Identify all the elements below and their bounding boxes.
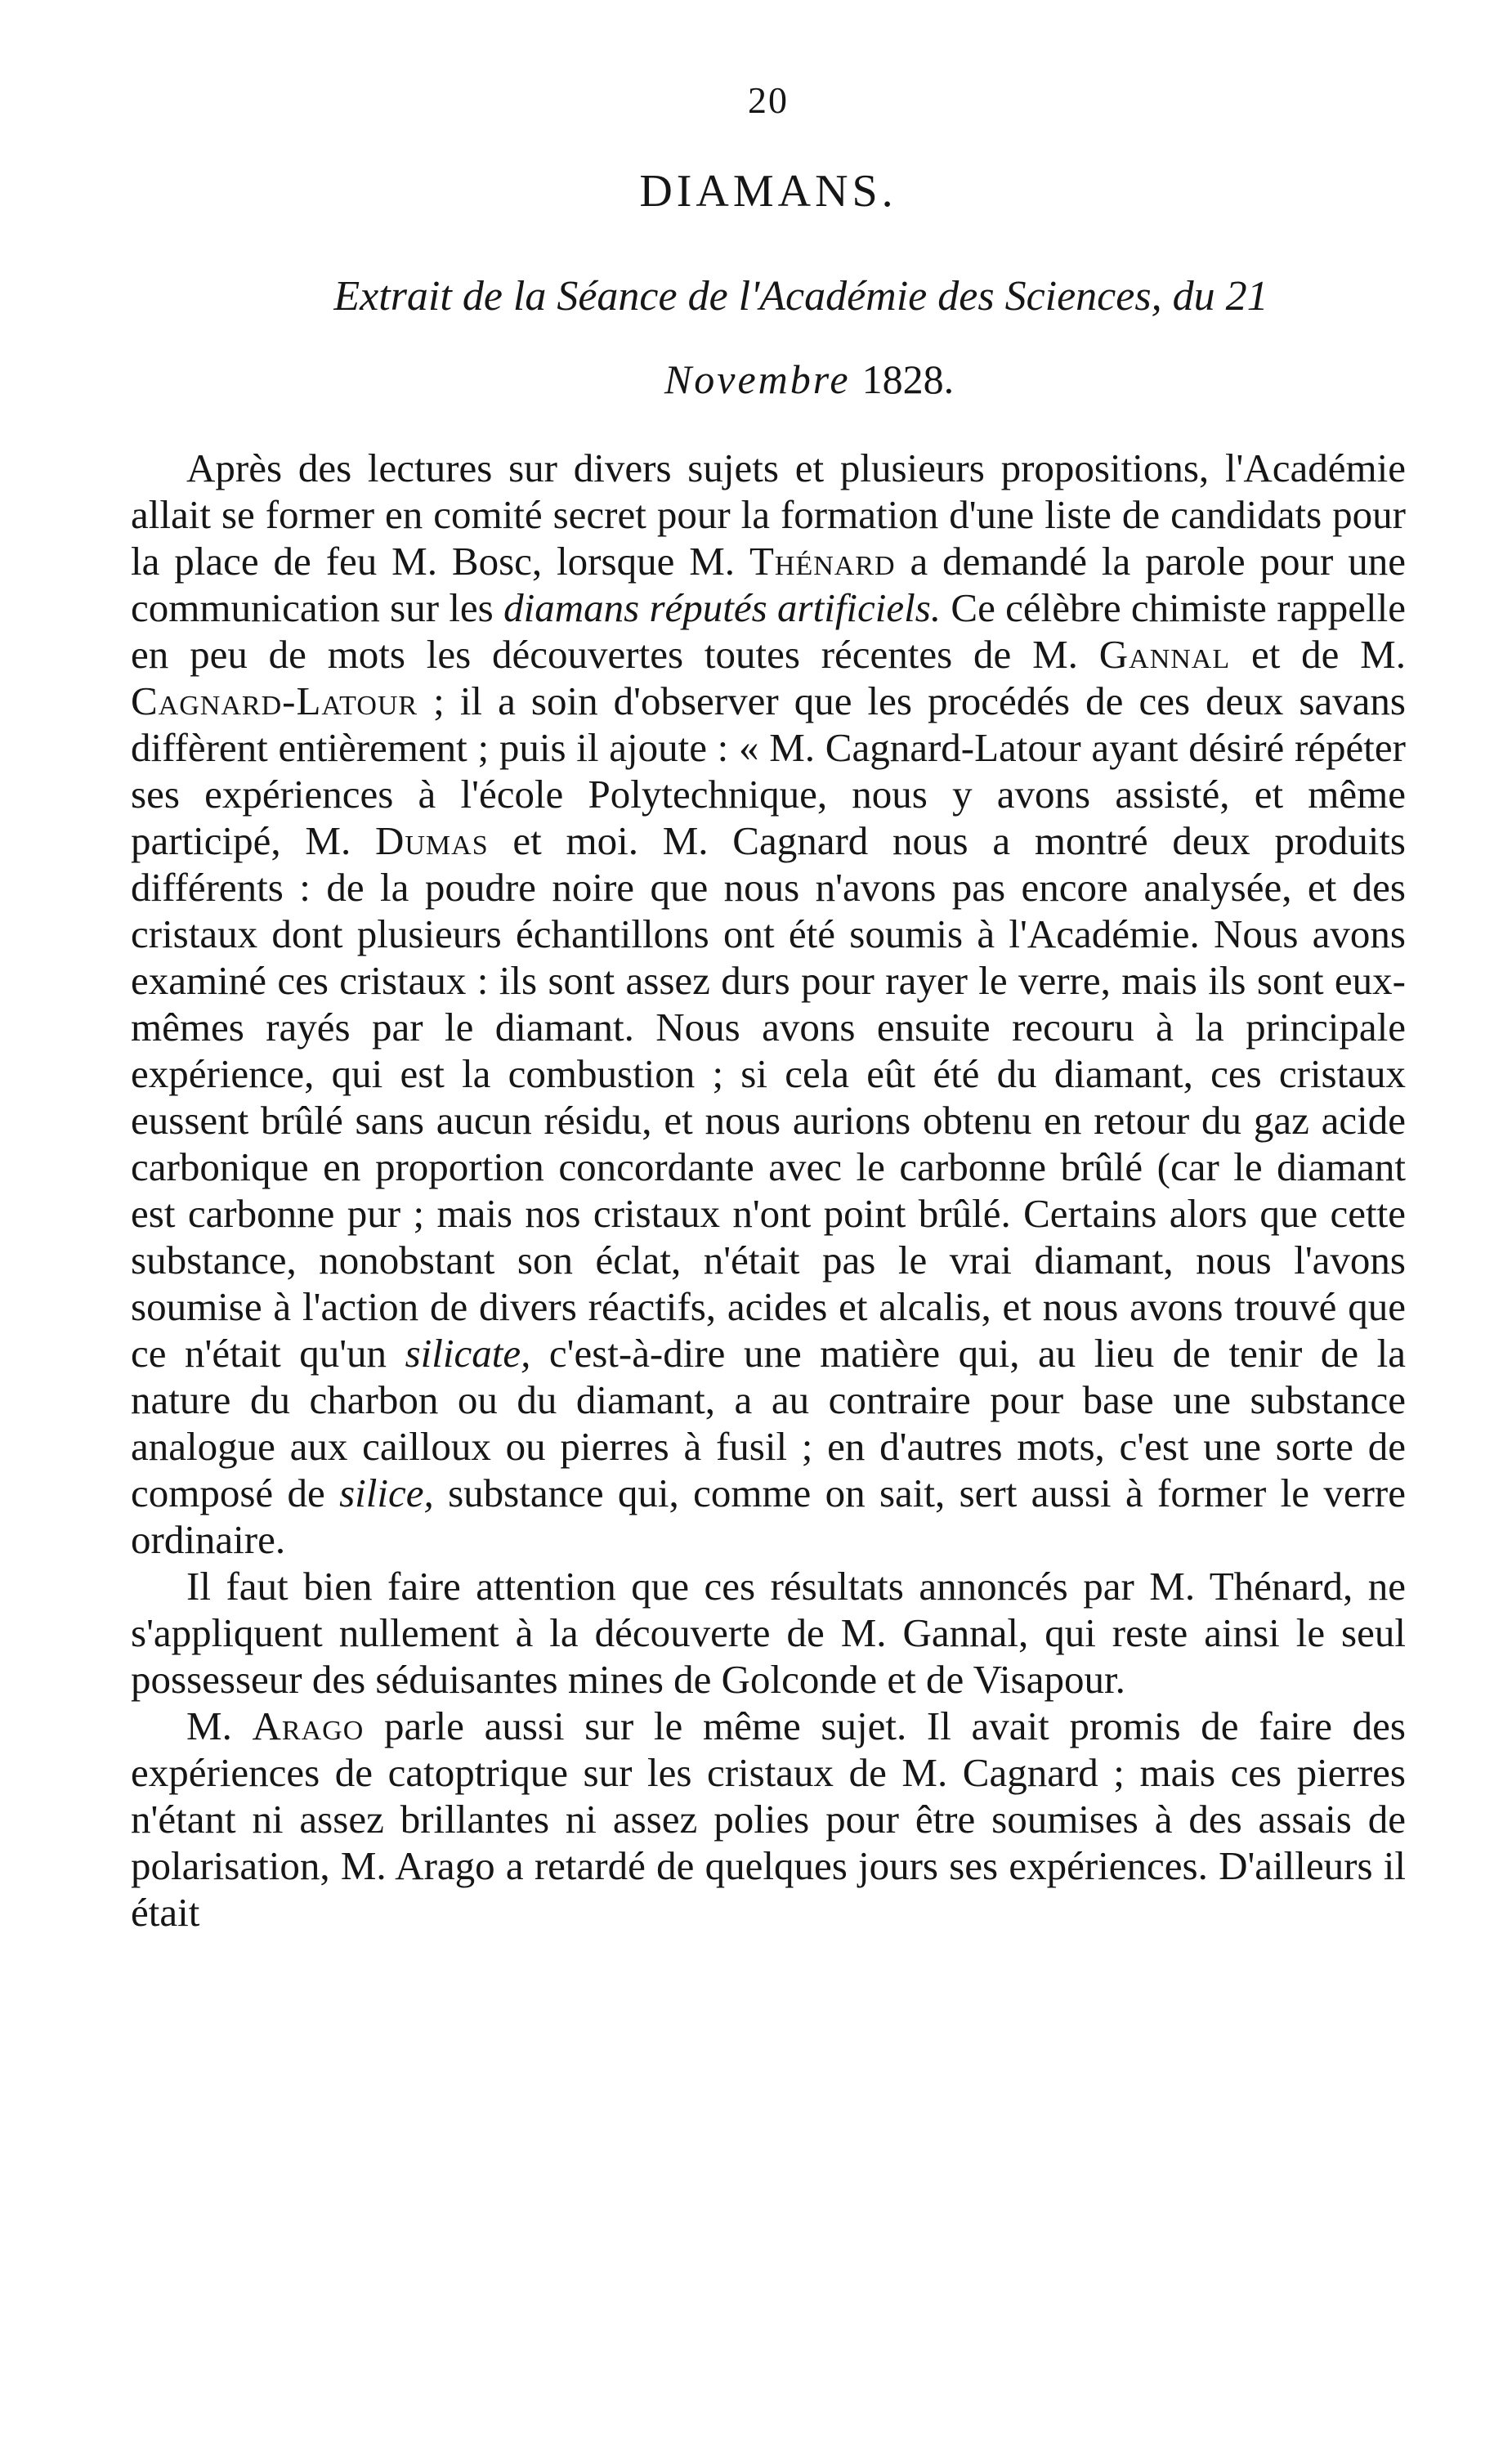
- person-name-gannal: Gannal: [1098, 632, 1231, 678]
- article-body: [131, 445, 1406, 1936]
- paragraph-thenard-report: [131, 445, 1406, 1563]
- text-run: a demandé la parole pour une communication sur les: [131, 539, 1406, 631]
- person-name-cagnard-latour: Cagnard-Latour: [131, 678, 418, 724]
- text-run: Après des lectures sur divers sujets et plusieurs propositions, l'Académie allait se former en comité secret pour la formation d'une liste de candidats pour la place de feu M. Bosc, lorsque M.: [131, 445, 1406, 584]
- article-subtitle: Extrait de la Séance de l'Académie des Sciences, du 21: [333, 273, 1268, 320]
- text-run: et de M.: [1230, 632, 1407, 678]
- text-run: et moi. M. Cagnard nous a montré deux produits différents : de la poudre noire que nous n'avons pas encore analysée, et des cristaux dont plusieurs échantillons ont été soumis à l'Académie. Nous avons examiné ces cristaux : ils sont assez durs pour rayer le verre, mais ils sont eux-mêmes rayés par le diamant. Nous avons ensuite recouru à la principale expérience, qui est la combustion ; si cela eût été du diamant, ces cristaux eussent brûlé sans aucun résidu, et nous aurions obtenu en retour du gaz acide carbonique en proportion concordante avec le carbonne brûlé (car le diamant est carbonne pur ; mais nos cristaux n'ont point brûlé. Certains alors que cette substance, nonobstant son éclat, n'était pas le vrai diamant, nous l'avons soumise à l'action de divers réactifs, acides et alcalis, et nous avons trouvé que ce n'était qu'un: [131, 818, 1406, 1376]
- paragraph-arago-report: [131, 1703, 1406, 1936]
- session-date: [131, 355, 1406, 404]
- person-name-dumas: Dumas: [374, 818, 489, 864]
- text-run: Ce célèbre chimiste rappelle en peu de mots les découvertes toutes récentes de M.: [131, 585, 1407, 678]
- page-number: 20: [748, 79, 789, 121]
- paragraph-gannal-note: [131, 1563, 1406, 1703]
- text-run: M.: [186, 1703, 253, 1749]
- book-page: [131, 79, 1407, 1936]
- italic-word-silicate: silicate,: [405, 1331, 531, 1376]
- session-month: Novembre: [664, 356, 851, 403]
- italic-word-silice: silice,: [339, 1470, 434, 1516]
- session-year: 1828.: [861, 356, 955, 403]
- text-run: parle aussi sur le même sujet. Il avait promis de faire des expériences de catoptrique sur les cristaux de M. Cagnard ; mais ces pierres n'étant ni assez brillantes ni assez polies pour être soumises à des assais de polarisation, M. Arago a retardé de quelques jours ses expériences. D'ailleurs il était: [131, 1703, 1406, 1936]
- person-name-arago: Arago: [252, 1703, 365, 1749]
- text-run: ; il a soin d'observer que les procédés de ces deux savans diffèrent entièrement ; puis il ajoute : « M. Cagnard-Latour ayant désiré répéter ses expériences à l'école Polytechnique, nous y avons assisté, et même participé, M.: [131, 678, 1406, 864]
- text-run: Il faut bien faire attention que ces résultats annoncés par M. Thénard, ne s'appliquent nullement à la découverte de M. Gannal, qui reste ainsi le seul possesseur des séduisantes mines de Golconde et de Visapour.: [131, 1564, 1406, 1703]
- text-run: substance qui, comme on sait, sert aussi à former le verre ordinaire.: [131, 1470, 1406, 1563]
- person-name-thenard: Thénard: [749, 539, 896, 584]
- article-title: DIAMANS.: [639, 166, 897, 217]
- italic-phrase-diamans: diamans réputés artificiels.: [503, 585, 942, 631]
- text-run: c'est-à-dire une matière qui, au lieu de tenir de la nature du charbon ou du diamant, a au contraire pour base une substance analogue aux cailloux ou pierres à fusil ; en d'autres mots, c'est une sorte de composé de: [131, 1331, 1407, 1516]
